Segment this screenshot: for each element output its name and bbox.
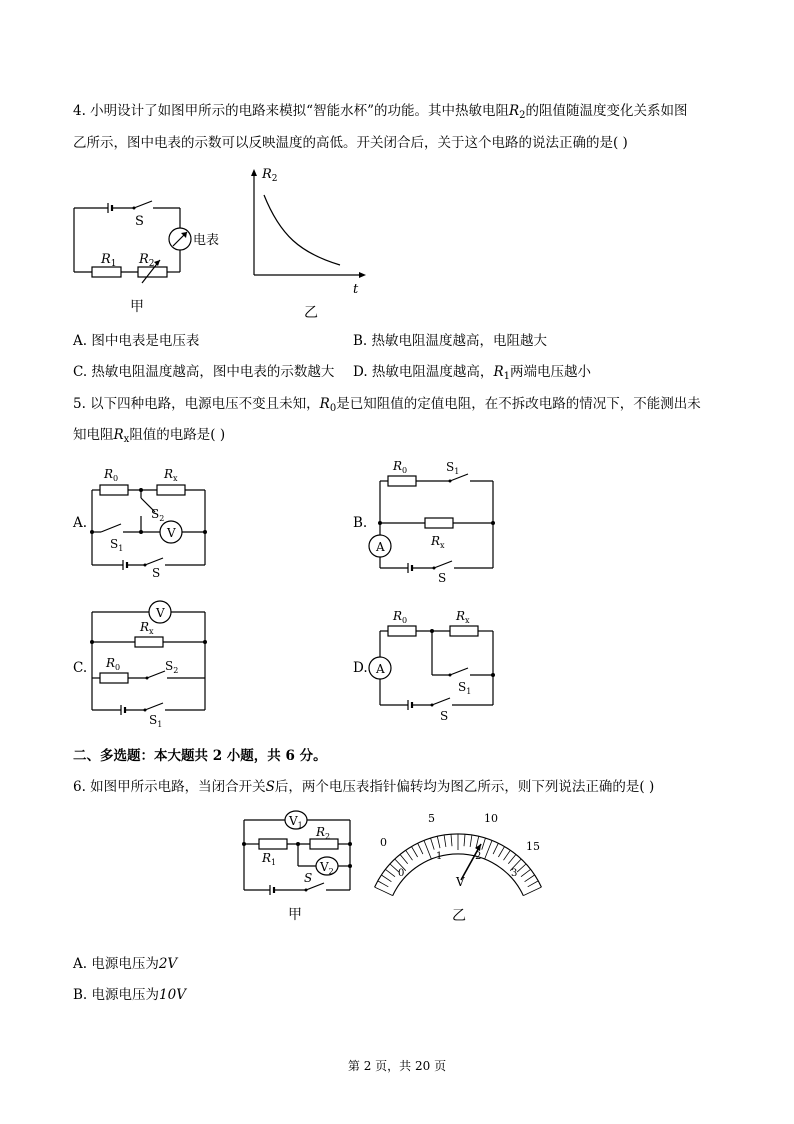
svg-text:R1: $R_1$ <box>101 252 117 269</box>
svg-text:S2: $S_2$ <box>165 659 179 675</box>
svg-text:t: t <box>353 282 359 297</box>
q4-stem-line2: 乙所示，图中电表的示数可以反映温度的高低。开关闭合后，关于这个电路的说法正确的是( ) <box>73 135 628 151</box>
svg-text:V1: $V_1$ <box>289 814 303 830</box>
svg-text:R2: $R_2$ <box>316 825 331 841</box>
svg-text:R2: $R_2$ <box>139 252 155 269</box>
q6-yi-caption: 乙 <box>452 908 466 924</box>
svg-text:电表: 电表 <box>193 233 220 248</box>
dial-tick <box>525 875 535 882</box>
q5-stem-line2: 知电阻$R_x$阻值的电路是( ) <box>73 427 226 445</box>
dial-tick <box>470 835 472 847</box>
dial-tick <box>521 869 531 876</box>
dial-tick <box>444 835 446 847</box>
svg-text:S: S <box>440 709 449 723</box>
svg-text:2: 2 <box>475 851 482 862</box>
q4-circuit-jia <box>60 192 220 322</box>
svg-text:S: S <box>152 566 161 580</box>
svg-text:S1: $S_1$ <box>446 460 460 476</box>
dial-tick <box>431 838 435 849</box>
dial-tick <box>485 841 492 860</box>
svg-text:V: V <box>156 606 165 620</box>
svg-text:R0: $R_0$ <box>104 467 119 483</box>
q4-option-a[interactable]: A. 图中电表是电压表 <box>73 333 200 349</box>
dial-tick <box>400 855 408 864</box>
q5-stem-line1: 5. 以下四种电路，电源电压不变且未知，$R_0$是已知阻值的定值电阻，在不拆改电路的情况下，不能测出未 <box>73 396 701 414</box>
svg-text:10: 10 <box>484 812 498 825</box>
q4-option-c[interactable]: C. 热敏电阻温度越高，图中电表的示数越大 <box>73 364 335 380</box>
svg-text:S1: $S_1$ <box>149 713 163 729</box>
q4-jia-caption: 甲 <box>130 299 144 315</box>
q4-stem-line1: 4. 小明设计了如图甲所示的电路来模拟“智能水杯”的功能。其中热敏电阻$R_2$的阻值随温度变化关系如图 <box>73 103 688 121</box>
dial-tick <box>437 836 440 848</box>
dial-tick <box>517 864 526 872</box>
svg-text:S: S <box>304 871 313 885</box>
svg-text:Rx: $R_x$ <box>431 534 445 550</box>
q6-option-a[interactable]: A. 电源电压为2V <box>73 956 178 972</box>
section-heading: 二、多选题：本大题共 2 小题，共 6 分。 <box>73 748 327 764</box>
svg-text:R2: $R_2$ <box>262 167 278 184</box>
svg-text:V: V <box>456 875 465 889</box>
q5-circuit-d <box>368 605 508 730</box>
q4-option-d[interactable]: D. 热敏电阻温度越高，$R_1$两端电压越小 <box>353 364 591 382</box>
q5-option-d[interactable]: D. <box>353 660 368 676</box>
q4-yi-caption: 乙 <box>304 305 318 321</box>
svg-text:Rx: $R_x$ <box>140 620 154 636</box>
svg-text:0: 0 <box>398 868 405 879</box>
dial-tick <box>375 887 393 896</box>
dial-tick <box>498 847 504 857</box>
svg-text:R0: $R_0$ <box>393 609 408 625</box>
q6-option-b[interactable]: B. 电源电压为10V <box>73 987 186 1003</box>
q5-circuit-c <box>85 598 215 728</box>
dial-tick <box>412 847 418 857</box>
svg-text:S: S <box>135 214 144 229</box>
svg-text:V: V <box>167 526 176 540</box>
svg-text:S2: $S_2$ <box>151 507 165 523</box>
svg-text:R0: $R_0$ <box>393 459 408 475</box>
svg-text:S1: $S_1$ <box>110 537 124 553</box>
svg-text:5: 5 <box>428 812 435 825</box>
svg-text:V2: $V_2$ <box>320 860 334 876</box>
dial-tick <box>378 881 389 887</box>
q5-option-c[interactable]: C. <box>73 660 88 676</box>
dial-tick <box>406 850 413 860</box>
dial-tick <box>508 855 516 864</box>
dial-tick <box>523 887 541 896</box>
svg-text:Rx: $R_x$ <box>456 609 470 625</box>
svg-text:15: 15 <box>526 840 540 853</box>
q5-option-a[interactable]: A. <box>73 515 88 531</box>
svg-text:S1: $S_1$ <box>458 680 472 696</box>
dial-tick <box>493 843 498 854</box>
page-footer: 第 2 页，共 20 页 <box>347 1059 447 1073</box>
q6-circuit-jia <box>232 802 362 927</box>
dial-tick <box>504 850 511 860</box>
dial-tick <box>451 834 452 846</box>
svg-text:A: A <box>376 540 385 554</box>
svg-text:1: 1 <box>436 851 443 862</box>
q5-option-b[interactable]: B. <box>353 515 368 531</box>
dial-tick <box>424 841 431 860</box>
dial-tick <box>418 843 423 854</box>
dial-tick <box>528 881 539 887</box>
q6-voltmeter-dial <box>368 808 543 928</box>
q6-jia-caption: 甲 <box>288 907 302 923</box>
svg-text:A: A <box>376 662 385 676</box>
svg-text:R0: $R_0$ <box>106 656 121 672</box>
dial-tick <box>386 869 396 876</box>
q4-graph-yi <box>240 165 380 325</box>
svg-text:S: S <box>438 571 447 585</box>
q4-option-b[interactable]: B. 热敏电阻温度越高，电阻越大 <box>353 333 548 349</box>
svg-text:R1: $R_1$ <box>262 851 277 867</box>
dial-tick <box>464 834 465 846</box>
dial-tick <box>381 875 391 882</box>
q5-circuit-a <box>85 460 215 580</box>
q6-stem: 6. 如图甲所示电路，当闭合开关S后，两个电压表指针偏转均为图乙所示，则下列说法正确的是( ) <box>73 779 655 795</box>
svg-text:3: 3 <box>511 868 518 879</box>
dial-tick <box>482 838 486 849</box>
q5-circuit-b <box>368 455 508 585</box>
svg-text:0: 0 <box>380 836 387 849</box>
svg-text:Rx: $R_x$ <box>164 467 178 483</box>
